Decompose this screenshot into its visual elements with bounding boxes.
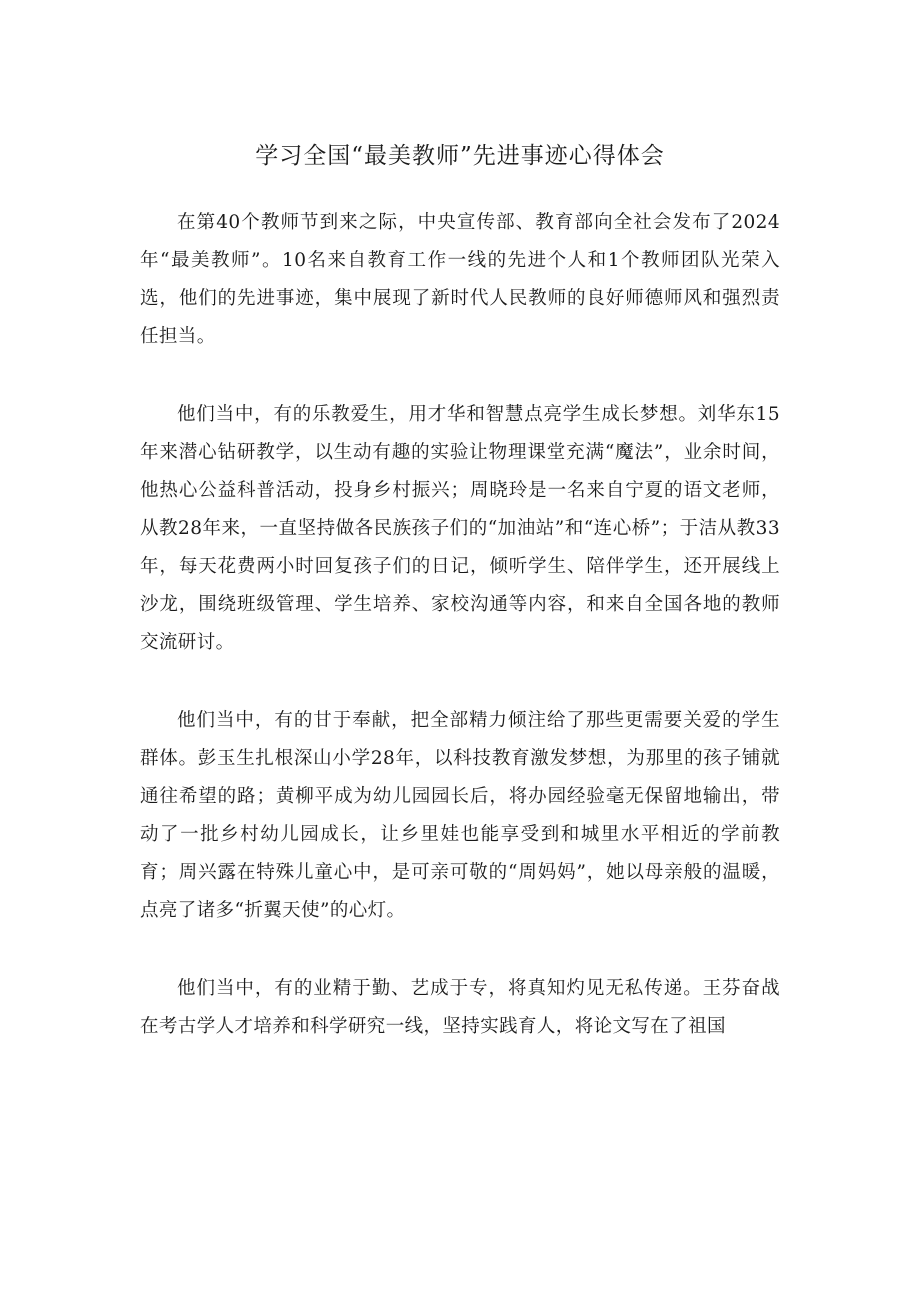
paragraph-1: 在第40个教师节到来之际，中央宣传部、教育部向全社会发布了2024年“最美教师”。10名来自教育工作一线的先进个人和1个教师团队光荣入选，他们的先进事迹，集中展现了新时代人民教师的良好师德师风和强烈责任担当。	[140, 212, 780, 347]
paragraph-4: 他们当中，有的业精于勤、艺成于专，将真知灼见无私传递。王芬奋战在考古学人才培养和科学研究一线，坚持实践育人，将论文写在了祖国	[140, 978, 780, 1037]
paragraph-2: 他们当中，有的乐教爱生，用才华和智慧点亮学生成长梦想。刘华东15年来潜心钻研教学，以生动有趣的实验让物理课堂充满“魔法”，业余时间，他热心公益科普活动，投身乡村振兴；周晓玲是一名来自宁夏的语文老师，从教28年来，一直坚持做各民族孩子们的“加油站”和“连心桥”；于洁从教33年，每天花费两小时回复孩子们的日记，倾听学生、陪伴学生，还开展线上沙龙，围绕班级管理、学生培养、家校沟通等内容，和来自全国各地的教师交流研讨。	[140, 404, 780, 653]
paragraph-3: 他们当中，有的甘于奉献，把全部精力倾注给了那些更需要关爱的学生群体。彭玉生扎根深山小学28年，以科技教育激发梦想，为那里的孩子铺就通往希望的路；黄柳平成为幼儿园园长后，将办园经验毫无保留地输出，带动了一批乡村幼儿园成长，让乡里娃也能享受到和城里水平相近的学前教育；周兴露在特殊儿童心中，是可亲可敬的“周妈妈”，她以母亲般的温暖，点亮了诸多“折翼天使”的心灯。	[140, 710, 780, 921]
document-title: 学习全国“最美教师”先进事迹心得体会	[255, 143, 665, 169]
document-body	[140, 204, 780, 1046]
